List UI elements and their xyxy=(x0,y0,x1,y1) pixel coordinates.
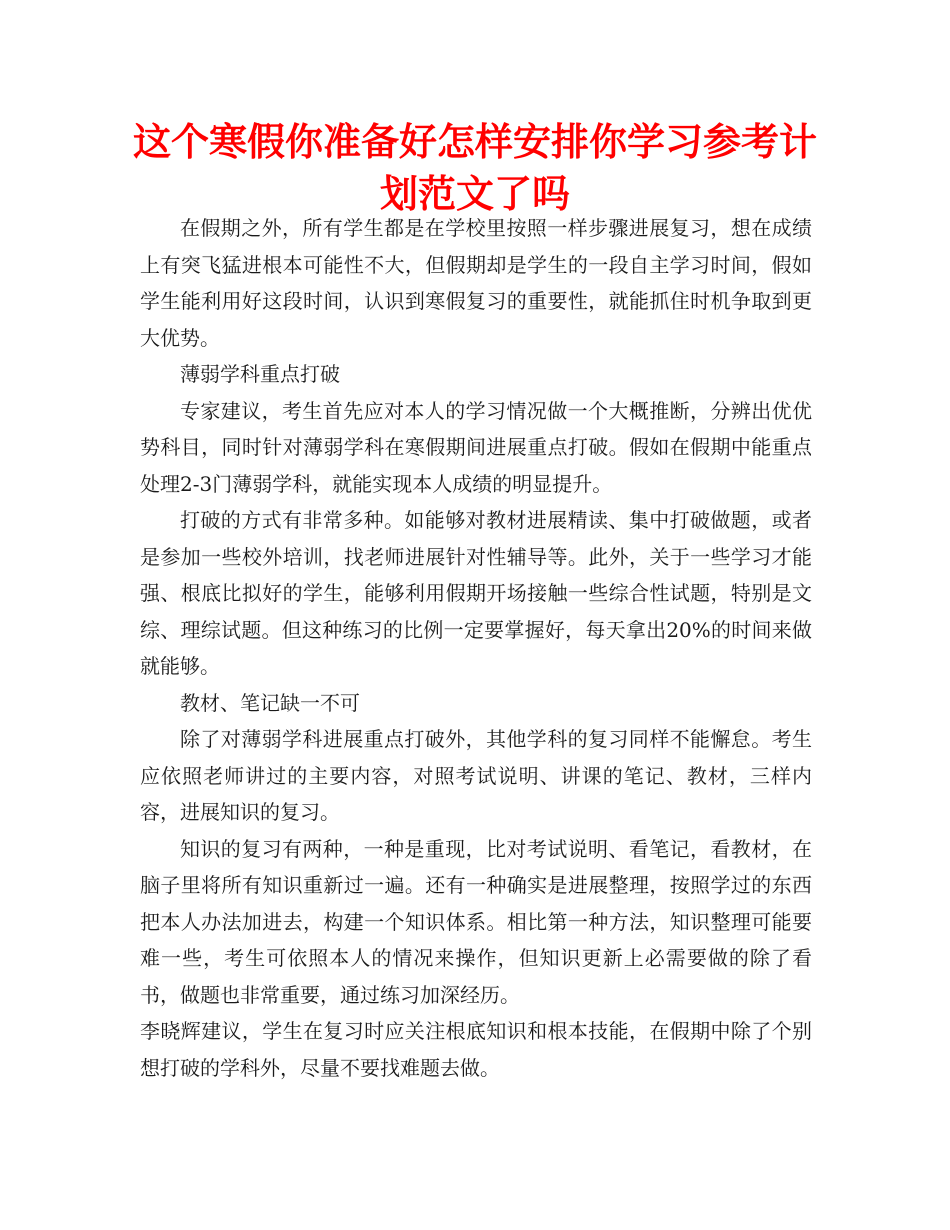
document-title: 这个寒假你准备好怎样安排你学习参考计划范文了吗 xyxy=(132,120,817,216)
paragraph-other-subjects: 除了对薄弱学科进展重点打破外，其他学科的复习同样不能懈怠。考生应依照老师讲过的主要内容，对照考试说明、讲课的笔记、教材，三样内容，进展知识的复习。 xyxy=(140,727,812,824)
paragraph-advice-conclusion: 李晓辉建议，学生在复习时应关注根底知识和根本技能，在假期中除了个别想打破的学科外，尽量不要找难题去做。 xyxy=(140,1019,812,1080)
paragraph-knowledge-review: 知识的复习有两种，一种是重现，比对考试说明、看笔记，看教材，在脑子里将所有知识重新过一遍。还有一种确实是进展整理，按照学过的东西把本人办法加进去，构建一个知识体系。相比第一种方法，知识整理可能要难一些，考生可依照本人的情况来操作，但知识更新上必需要做的除了看书，做题也非常重要，通过练习加深经历。 xyxy=(140,836,812,1007)
paragraph-methods: 打破的方式有非常多种。如能够对教材进展精读、集中打破做题，或者是参加一些校外培训，找老师进展针对性辅导等。此外，关于一些学习才能强、根底比拟好的学生，能够利用假期开场接触一些综合性试题，特别是文综、理综试题。但这种练习的比例一定要掌握好，每天拿出20%的时间来做就能够。 xyxy=(140,508,812,678)
paragraph-intro: 在假期之外，所有学生都是在学校里按照一样步骤进展复习，想在成绩上有突飞猛进根本可能性不大，但假期却是学生的一段自主学习时间，假如学生能利用好这段时间，认识到寒假复习的重要性，就能抓住时机争取到更大优势。 xyxy=(140,216,812,350)
paragraph-expert-advice: 专家建议，考生首先应对本人的学习情况做一个大概推断，分辨出优优势科目，同时针对薄弱学科在寒假期间进展重点打破。假如在假期中能重点处理2-3门薄弱学科，就能实现本人成绩的明显提升。 xyxy=(140,398,812,496)
section-heading-textbooks-notes: 教材、笔记缺一不可 xyxy=(180,690,360,715)
section-heading-weak-subjects: 薄弱学科重点打破 xyxy=(180,362,340,386)
document-body xyxy=(140,210,812,1086)
